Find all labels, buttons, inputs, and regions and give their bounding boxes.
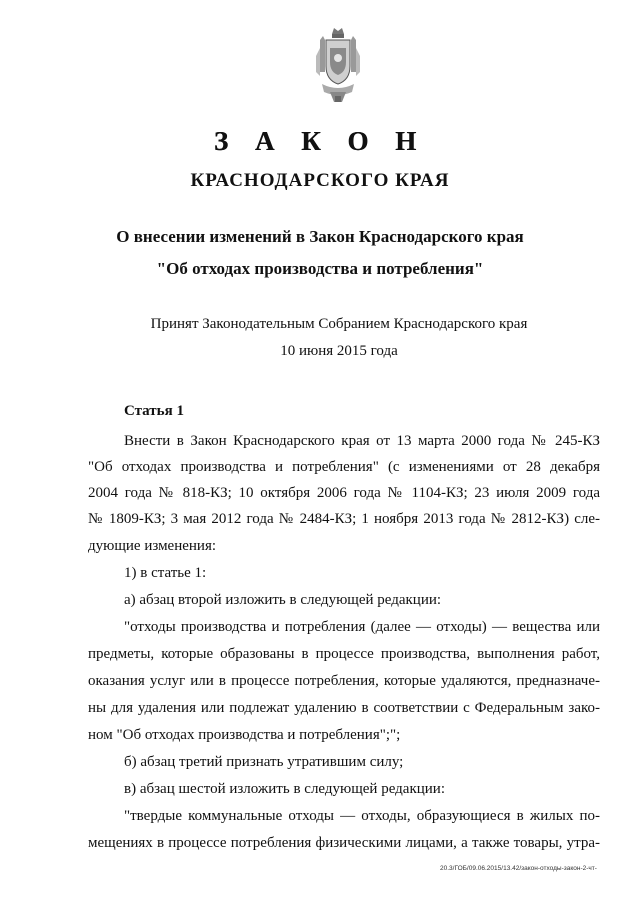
adoption-statement: Принят Законодательным Собранием Краснодарского края [150,316,528,332]
article-line: "отходы производства и потребления (далее — отходы) — вещества или [124,619,600,635]
document-heading-line-2: "Об отходах производства и потребления" [156,259,484,278]
law-title: З А К О Н [213,126,427,156]
article-line: ны для удаления или подлежат удалению в соответствии с Федеральным зако- [88,700,600,716]
krasnodar-coat-of-arms-icon [312,26,364,106]
article-line: дующие изменения: [88,538,217,554]
article-line: № 1809-КЗ; 3 мая 2012 года № 2484-КЗ; 1 ноября 2013 года № 2812-КЗ) сле- [88,511,600,527]
article-line: Внести в Закон Краснодарского края от 13 марта 2000 года № 245-КЗ [124,433,600,449]
adoption-date: 10 июня 2015 года [280,343,398,359]
document-heading-line-1: О внесении изменений в Закон Краснодарского края [116,227,524,246]
article-line: б) абзац третий признать утратившим силу; [124,754,404,770]
article-line: ном "Об отходах производства и потребления";"; [88,727,401,743]
article-line: "Об отходах производства и потребления" (с изменениями от 28 декабря [88,459,600,475]
region-title: КРАСНОДАРСКОГО КРАЯ [190,170,450,191]
article-line: а) абзац второй изложить в следующей редакции: [124,592,442,608]
article-title: Статья 1 [124,403,184,419]
article-line: "твердые коммунальные отходы — отходы, образующиеся в жилых по- [124,808,600,824]
article-line: в) абзац шестой изложить в следующей редакции: [124,781,445,797]
footer-doc-code: 20.3/ГОБ/09.06.2015/13.42/закон-отходы-закон-2-чт- [440,865,597,872]
article-line: мещениях в процессе потребления физическими лицами, а также товары, утра- [88,835,600,851]
article-line: оказания услуг или в процессе потребления, которые удаляются, предназначе- [88,673,600,689]
article-line: предметы, которые образованы в процессе производства, выполнения работ, [88,646,600,662]
article-line: 2004 года № 818-КЗ; 10 октября 2006 года № 1104-КЗ; 23 июля 2009 года [88,485,600,501]
article-line: 1) в статье 1: [124,565,207,581]
